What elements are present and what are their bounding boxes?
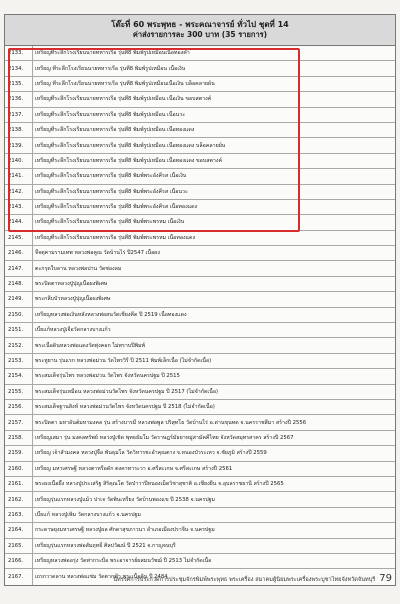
row-number: 2139. [5, 138, 33, 152]
row-number: 2134. [5, 61, 33, 75]
row-description: พระสมเด็จรุ่นไพร หลวงพ่อม่วน วัดไพร จังหวัดนครปฐม ปี 2515 [35, 373, 180, 380]
table-row [5, 431, 395, 446]
row-number: 2165. [5, 539, 33, 553]
row-description: เหรียญรุ่นแรกหลวงปู่แม้ว ปาเจ วัดพินเหรียง วัดบ้านพองแข ปี 2538 จ.นครปฐม [35, 496, 216, 503]
row-number: 2143. [5, 200, 33, 214]
table-row [5, 492, 395, 507]
table-row [5, 400, 395, 415]
table-row [5, 277, 395, 292]
row-description: เหรียญที่ระลึกโรงเรียนนายทหารเรือ รุ่นที่8 พิมพ์รูปเหมือน เนื้อทองแดง บล็อคลายผ้น [35, 142, 226, 149]
row-description: เหรียญที่ระลึกโรงเรียนนายทหารเรือ รุ่นที่8 พิมพ์รูปเหมือน เนื้อเงิน ขอบสตางค์ [35, 96, 212, 103]
table-row [5, 123, 395, 138]
row-number: 2148. [5, 277, 33, 291]
table-row [5, 446, 395, 461]
row-description: เหรียญที่ระลึกโรงเรียนนายทหารเรือ รุ่นที่8 พิมพ์รูปเหมือน เนื้อนวะ [35, 111, 186, 118]
table-row [5, 92, 395, 107]
row-number: 2142. [5, 185, 33, 199]
table-row [5, 154, 395, 169]
page-footer [113, 573, 392, 584]
row-number: 2152. [5, 338, 33, 352]
table-row [5, 385, 395, 400]
row-number: 2163. [5, 508, 33, 522]
row-number: 2164. [5, 523, 33, 537]
row-description: พระกลีบบัวหลวงปู่ปุญเนื้อผงพิเศษ [35, 296, 111, 303]
table-row [5, 523, 395, 538]
row-description: กระดาษยุงมหาเศรษฐี หลวงปู่ผล ศักดาสุขภาวนา อำเภอเมืองปราจีน จ.นครปฐม [35, 527, 215, 534]
table-row [5, 354, 395, 369]
table-title: โต๊ะที่ 60 พระพุทธ - พระคณาจารย์ ทั่วไป ชุดที่ 14 [111, 20, 289, 29]
row-number: 2137. [5, 108, 33, 122]
row-number: 2144. [5, 215, 33, 229]
row-number: 2154. [5, 369, 33, 383]
row-number: 2133. [5, 46, 33, 60]
row-number: 2161. [5, 477, 33, 491]
row-number: 2162. [5, 492, 33, 506]
row-description: เหรียญที่ระลึกโรงเรียนนายทหารเรือ รุ่นที่8 พิมพ์พระพรหม เนื้อเงิน [35, 219, 185, 226]
row-description: พระปิดตา มหาอันต์มหามงคล รุ่น สร้างบารมี หลวงพ่อพูล ปริสุทโธ วัดบ้านไร่ อ.ด่านขุนทด จ.นครราชสีมา สร้างปี 2556 [35, 419, 307, 426]
row-number: 2160. [5, 462, 33, 476]
row-number: 2146. [5, 246, 33, 260]
table-row [5, 261, 395, 276]
table-row [5, 231, 395, 246]
row-description: เหรียญ ที่ระลึกโรงเรียนนายทหารเรือ รุ่นที่8 พิมพ์รูปเหมือนเนื้อเงิน บล็อคลายผ้น [35, 80, 215, 87]
row-number: 2166. [5, 554, 33, 568]
row-number: 2145. [5, 231, 33, 245]
table-body [5, 46, 395, 585]
row-number: 2157. [5, 415, 33, 429]
row-number: 2159. [5, 446, 33, 460]
row-description: พระสมเด็จฐานสิงห์ หลวงพ่อม่วนวัดไพร จังหวัดนครปฐม ปี 2518 (ไม่จำกัดเนื้อ) [35, 404, 215, 411]
table-row [5, 138, 395, 153]
row-description: พระผงเนื้อผึ้ง หลวงปู่ประเสริฐ สิริคุณโต วัดป่าวาปีหนองเม็ดวิชาสุชาติ อ.เชียงยืน จ.อุบลราชธานี สร้างปี 2565 [35, 481, 284, 488]
table-row [5, 477, 395, 492]
row-description: เหรียญที่ระลึกโรงเรียนนายทหารเรือ รุ่นที่8 พิมพ์รูปเหมือน เนื้อทองแดง ขอบสตางค์ [35, 157, 222, 164]
row-number: 2141. [5, 169, 33, 183]
row-number: 2140. [5, 154, 33, 168]
table-row [5, 539, 395, 554]
row-description: เถรกวาดลาน หลวงพ่อแช่ม วัดตากฟ้า พระเนื้อดิน ปี 2484 [35, 573, 168, 580]
row-number: 2153. [5, 354, 33, 368]
table-row [5, 200, 395, 215]
table-row [5, 61, 395, 76]
table-subtitle: ค่าส่งรายการละ 300 บาท (35 รายการ) [132, 30, 268, 39]
row-number: 2147. [5, 261, 33, 275]
table-row [5, 185, 395, 200]
row-description: จี้จตุคามรามเทพ หลวงพ่อคูณ วัดบ้านไร่ ปี2547 เนื้อผง [35, 250, 160, 257]
table-row [5, 323, 395, 338]
row-description: เหรียญที่ระลึกโรงเรียนนายทหารเรือ รุ่นที่8 พิมพ์พระอังคีรส เนื้อนวะ [35, 188, 188, 195]
table-row [5, 77, 395, 92]
row-description: เหรียญหลวงพ่ออรุ่ง วัดท่ากระบือ พระอาจารย์ผสมนวัชฌ์ ปี 2513 ไม่จำกัดเนื้อ [35, 558, 212, 565]
table-header [5, 15, 395, 46]
table-row [5, 215, 395, 230]
row-description: พระสมเด็จรุ่นเหมือน หลวงพ่อม่วนวัดไพร จังหวัดนครปฐม ปี 2517 (ไม่จำกัดเนื้อ) [35, 388, 219, 395]
table-row [5, 308, 395, 323]
row-description: เหรียญรุ่นแรกหลวงพ่อสัมฤทธิ์ ศิลปวัฒน์ ปี 2521 จ.กาญจนบุรี [35, 542, 176, 549]
row-description: เหรียญที่ระลึกโรงเรียนนายทหารเรือ รุ่นที่8 พิมพ์พระอังคีรส เนื้อเงิน [35, 173, 187, 180]
table-row [5, 415, 395, 430]
row-number: 2156. [5, 400, 33, 414]
row-description: เหรียญที่ระลึกโรงเรียนนายทหารเรือ รุ่นที่8 พิมพ์พระพรหม เนื้อทองแดง [35, 234, 196, 241]
footer-text: นิทรรศการประกวดการประชุมจักรพิมพ์พระพุทธ พระเครื่อง สมาคมผู้นิยมพระเครื่องพระบูชาไทยจังหวัดจันทบุรี [113, 577, 376, 583]
row-number: 2135. [5, 77, 33, 91]
row-number: 2138. [5, 123, 33, 137]
row-number: 2158. [5, 431, 33, 445]
table-row [5, 169, 395, 184]
table-row [5, 292, 395, 307]
table-row [5, 338, 395, 353]
row-description: ตะกรุดใบลาน หลวงพ่อปาน วัดช่องลม [35, 265, 122, 272]
table-row [5, 108, 395, 123]
table-row [5, 462, 395, 477]
row-number: 2136. [5, 92, 33, 106]
table-row [5, 46, 395, 61]
row-description: เหรียญที่ระลึกโรงเรียนนายทหารเรือ รุ่นที่8 พิมพ์รูปเหมือน เนื้อทองแดง [35, 127, 195, 134]
row-number: 2150. [5, 308, 33, 322]
table-row [5, 554, 395, 569]
row-description: เหรียญ ที่ระลึกโรงเรียนนายทหารเรือ รุ่นที่8 พิมพ์รูปเหมือน เนื้อเงิน [35, 65, 186, 72]
row-description: เบี้ยแก้ หลวงปู่เพิ่ม วัดกลางบางแก้ว จ.นครปฐม [35, 511, 141, 518]
listing-table [4, 14, 396, 586]
row-description: พระเนื้อดินหลวงพ่อแดงวัดทุ่งคอก ไม่ทราบปีพิมพ์ [35, 342, 146, 349]
row-description: พระปิดตาหลวงปู่ปุญเนื้อผงพิเศษ [35, 281, 108, 288]
row-number: 2155. [5, 385, 33, 399]
row-description: เหรียญที่ระลึกโรงเรียนนายทหารเรือ รุ่นที่8 พิมพ์รูปเหมือนเนื้อทองคำ [35, 50, 190, 57]
row-number: 2149. [5, 292, 33, 306]
row-description: พระหูยาน รุ่นแรก หลวงพ่อม่วน วัดไพรวิรี ปี 2511 พิมพ์เล็กเนื้อ (ไม่จำกัดเนื้อ) [35, 358, 212, 364]
row-number: 2151. [5, 323, 33, 337]
table-row [5, 246, 395, 261]
row-description: เหรียญ มหาเศรษฐี หลวงตาหรือดัก ตงคาทาระวา อ.ศรีสะเกษ จ.ศรีสะเกษ สร้างปี 2561 [35, 465, 233, 472]
table-row [5, 369, 395, 384]
row-number: 2167. [5, 569, 33, 584]
row-description: เหรียญที่ระลึกโรงเรียนนายทหารเรือ รุ่นที่8 พิมพ์พระอังคีรส เนื้อทองแดง [35, 204, 198, 211]
row-description: เหรียญหลวงพ่อเงินหลังหลวงพ่อสนวัดเชียงคีด ปี 2519 เนื้อทองแดง [35, 311, 187, 318]
row-description: เบี้ยแก้หลวงปู่เจือวัดกลางบางแก้ว [35, 327, 111, 334]
row-description: เหรียญ เจ้าสัวมงคล หลวงปู่จื้อ พันธุมโล วัดวิหารชะอำคุณตาง จ.หนองบัวระเหว จ.ชัยภูมิ สร้างปี 2559 [35, 450, 267, 457]
table-row [5, 508, 395, 523]
row-description: เหรียญเสมา รุ่น มงคลทรัพย์ หลวงปู่เชิด พุทธธัมโม วัดราษฎร์มัธยาหมู่สามัคคีไทย จังหวัดสมุทรสาคร สร้างปี 2567 [35, 434, 294, 441]
page-number: 79 [379, 573, 392, 584]
